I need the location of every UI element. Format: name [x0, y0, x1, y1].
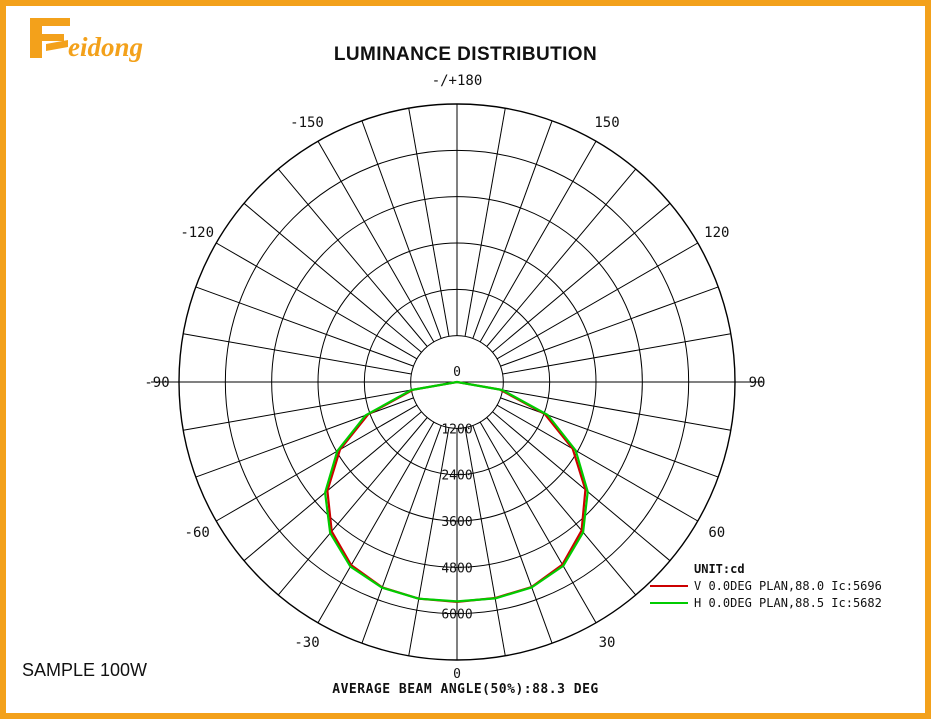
svg-text:4800: 4800: [441, 561, 473, 577]
svg-text:30: 30: [598, 634, 616, 651]
svg-text:0: 0: [453, 667, 461, 682]
svg-text:-120: -120: [180, 225, 215, 241]
svg-text:eidong: eidong: [68, 32, 144, 62]
svg-text:-30: -30: [294, 634, 320, 651]
svg-text:-90: -90: [144, 375, 170, 391]
svg-text:150: 150: [594, 115, 620, 132]
page-title: LUMINANCE DISTRIBUTION: [333, 44, 598, 65]
sample-label: SAMPLE 100W: [22, 660, 148, 680]
legend: [650, 562, 882, 610]
svg-text:3600: 3600: [441, 515, 473, 530]
average-beam-angle-text: AVERAGE BEAM ANGLE(50%):88.3 DEG: [332, 682, 599, 697]
legend-label-v: V 0.0DEG PLAN,88.0 Ic:5696: [694, 579, 882, 593]
legend-item-h: [650, 596, 882, 610]
svg-text:90: 90: [748, 375, 766, 391]
svg-text:120: 120: [704, 225, 730, 241]
legend-unit-label: UNIT:cd: [694, 562, 745, 576]
legend-item-v: [650, 579, 882, 593]
svg-text:2400: 2400: [441, 468, 473, 484]
svg-text:6000: 6000: [441, 607, 473, 623]
legend-swatch-v: [650, 585, 688, 587]
svg-text:1200: 1200: [441, 422, 473, 438]
legend-label-h: H 0.0DEG PLAN,88.5 Ic:5682: [694, 596, 882, 610]
legend-swatch-h: [650, 602, 688, 604]
svg-text:-150: -150: [290, 115, 324, 132]
svg-text:-60: -60: [184, 525, 210, 541]
svg-text:-/+180: -/+180: [431, 73, 483, 89]
svg-text:0: 0: [453, 365, 461, 380]
svg-text:60: 60: [708, 525, 726, 541]
